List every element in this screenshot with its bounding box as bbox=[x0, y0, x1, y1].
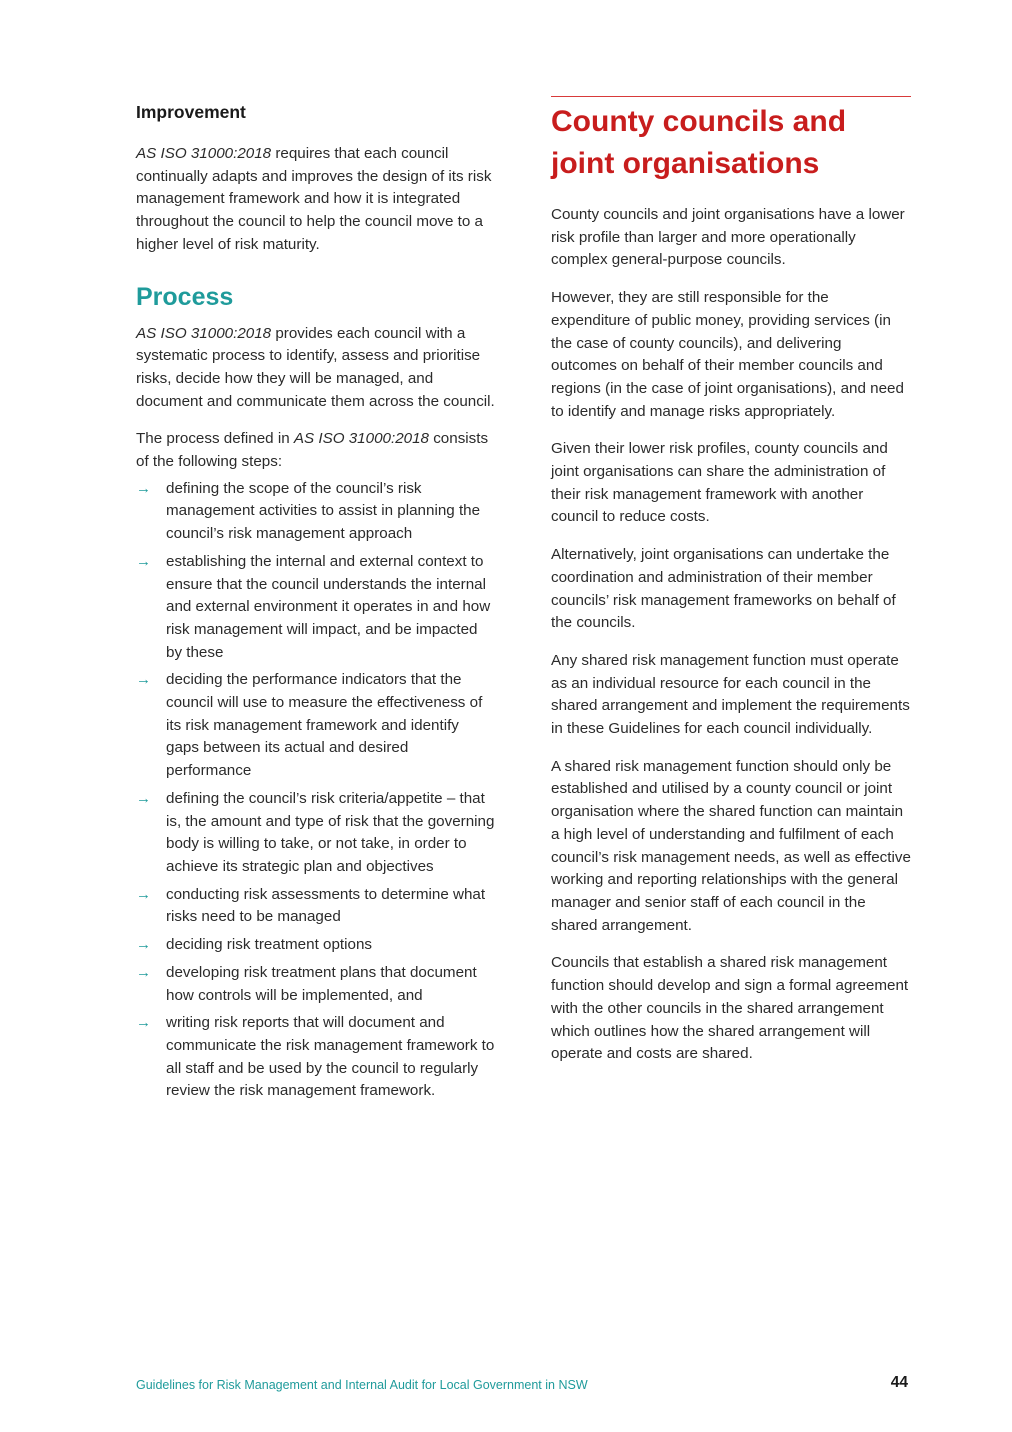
standard-reference: AS ISO 31000:2018 bbox=[136, 145, 272, 162]
arrow-right-icon: → bbox=[136, 479, 151, 497]
paragraph: Councils that establish a shared risk management function should develop and sign a formal agreement with the other councils in the shared arrangement which outlines how the shared arrangement will operate and costs are shared. bbox=[551, 954, 909, 1063]
improvement-heading: Improvement bbox=[136, 102, 246, 122]
section-heading: County councils and joint organisations bbox=[551, 105, 847, 180]
standard-reference: AS ISO 31000:2018 bbox=[136, 324, 272, 342]
paragraph: A shared risk management function should only be established and utilised by a county council or joint organisation where the shared function can maintain a high level of understanding and fulfilment of each council’s risk management needs, as well as effective working and reporting relationships with the general manager and senior staff of each council in the shared arrangement. bbox=[551, 757, 911, 934]
footer-title: Guidelines for Risk Management and Internal Audit for Local Government in NSW bbox=[136, 1378, 588, 1392]
section-divider bbox=[551, 96, 911, 97]
paragraph: Any shared risk management function must operate as an individual resource for each council in the shared arrangement and implement the requirements in these Guidelines for each council individually. bbox=[551, 651, 910, 738]
arrow-right-icon: → bbox=[136, 885, 151, 903]
list-item: → developing risk treatment plans that document how controls will be implemented, and bbox=[136, 963, 477, 1004]
page-footer bbox=[136, 1376, 908, 1394]
arrow-right-icon: → bbox=[136, 552, 151, 570]
list-item: → conducting risk assessments to determine what risks need to be managed bbox=[136, 885, 486, 926]
arrow-right-icon: → bbox=[136, 936, 151, 954]
list-item: → defining the scope of the council’s risk management activities to assist in planning the council’s risk management approach bbox=[136, 479, 481, 543]
arrow-right-icon: → bbox=[136, 671, 151, 689]
list-item: → establishing the internal and external context to ensure that the council understands the internal and external environment it operates in and how risk management will impact, and be impacted by these bbox=[136, 552, 491, 661]
arrow-right-icon: → bbox=[136, 789, 151, 807]
list-item: → writing risk reports that will document and communicate the risk management framework to all staff and be used by the council to regularly review the risk management framework. bbox=[136, 1014, 495, 1100]
list-item: → deciding the performance indicators that the council will use to measure the effectiveness of its risk management framework and identify gaps between its actual and desired performance bbox=[136, 671, 483, 780]
paragraph: Alternatively, joint organisations can undertake the coordination and administration of their member councils’ risk management frameworks on behalf of the councils. bbox=[551, 546, 896, 632]
list-item: → deciding risk treatment options bbox=[136, 934, 496, 957]
arrow-right-icon: → bbox=[136, 1014, 151, 1032]
right-column bbox=[551, 96, 911, 1066]
paragraph: County councils and joint organisations have a lower risk profile than larger and more operationally complex general-purpose councils. bbox=[551, 206, 905, 269]
process-heading: Process bbox=[136, 282, 234, 311]
process-paragraph-2: The process defined in AS ISO 31000:2018 consists of the following steps: bbox=[136, 430, 489, 471]
standard-reference: AS ISO 31000:2018 bbox=[293, 430, 429, 448]
paragraph: Given their lower risk profiles, county councils and joint organisations can share the administration of their risk management framework with another council to reduce costs. bbox=[551, 440, 888, 526]
improvement-paragraph: AS ISO 31000:2018 requires that each council continually adapts and improves the design of its risk management framework and how it is integrated throughout the council to help the council move to a higher level of risk maturity. bbox=[136, 145, 492, 253]
left-column bbox=[136, 98, 496, 1108]
list-item: → defining the council’s risk criteria/appetite – that is, the amount and type of risk that the governing body is willing to take, or not take, in order to achieve its strategic plan and objectives bbox=[136, 789, 495, 875]
arrow-right-icon: → bbox=[136, 963, 151, 981]
page-number: 44 bbox=[890, 1374, 908, 1391]
paragraph: However, they are still responsible for the expenditure of public money, providing services (in the case of county councils), and delivering outcomes on behalf of their member councils and regions (in the case of joint organisations), and need to identify and manage risks appropriately. bbox=[551, 289, 904, 420]
process-steps-list bbox=[136, 478, 496, 1103]
process-paragraph-1: AS ISO 31000:2018 provides each council with a systematic process to identify, assess and prioritise risks, decide how they will be managed, and document and communicate them across the council. bbox=[136, 324, 495, 410]
